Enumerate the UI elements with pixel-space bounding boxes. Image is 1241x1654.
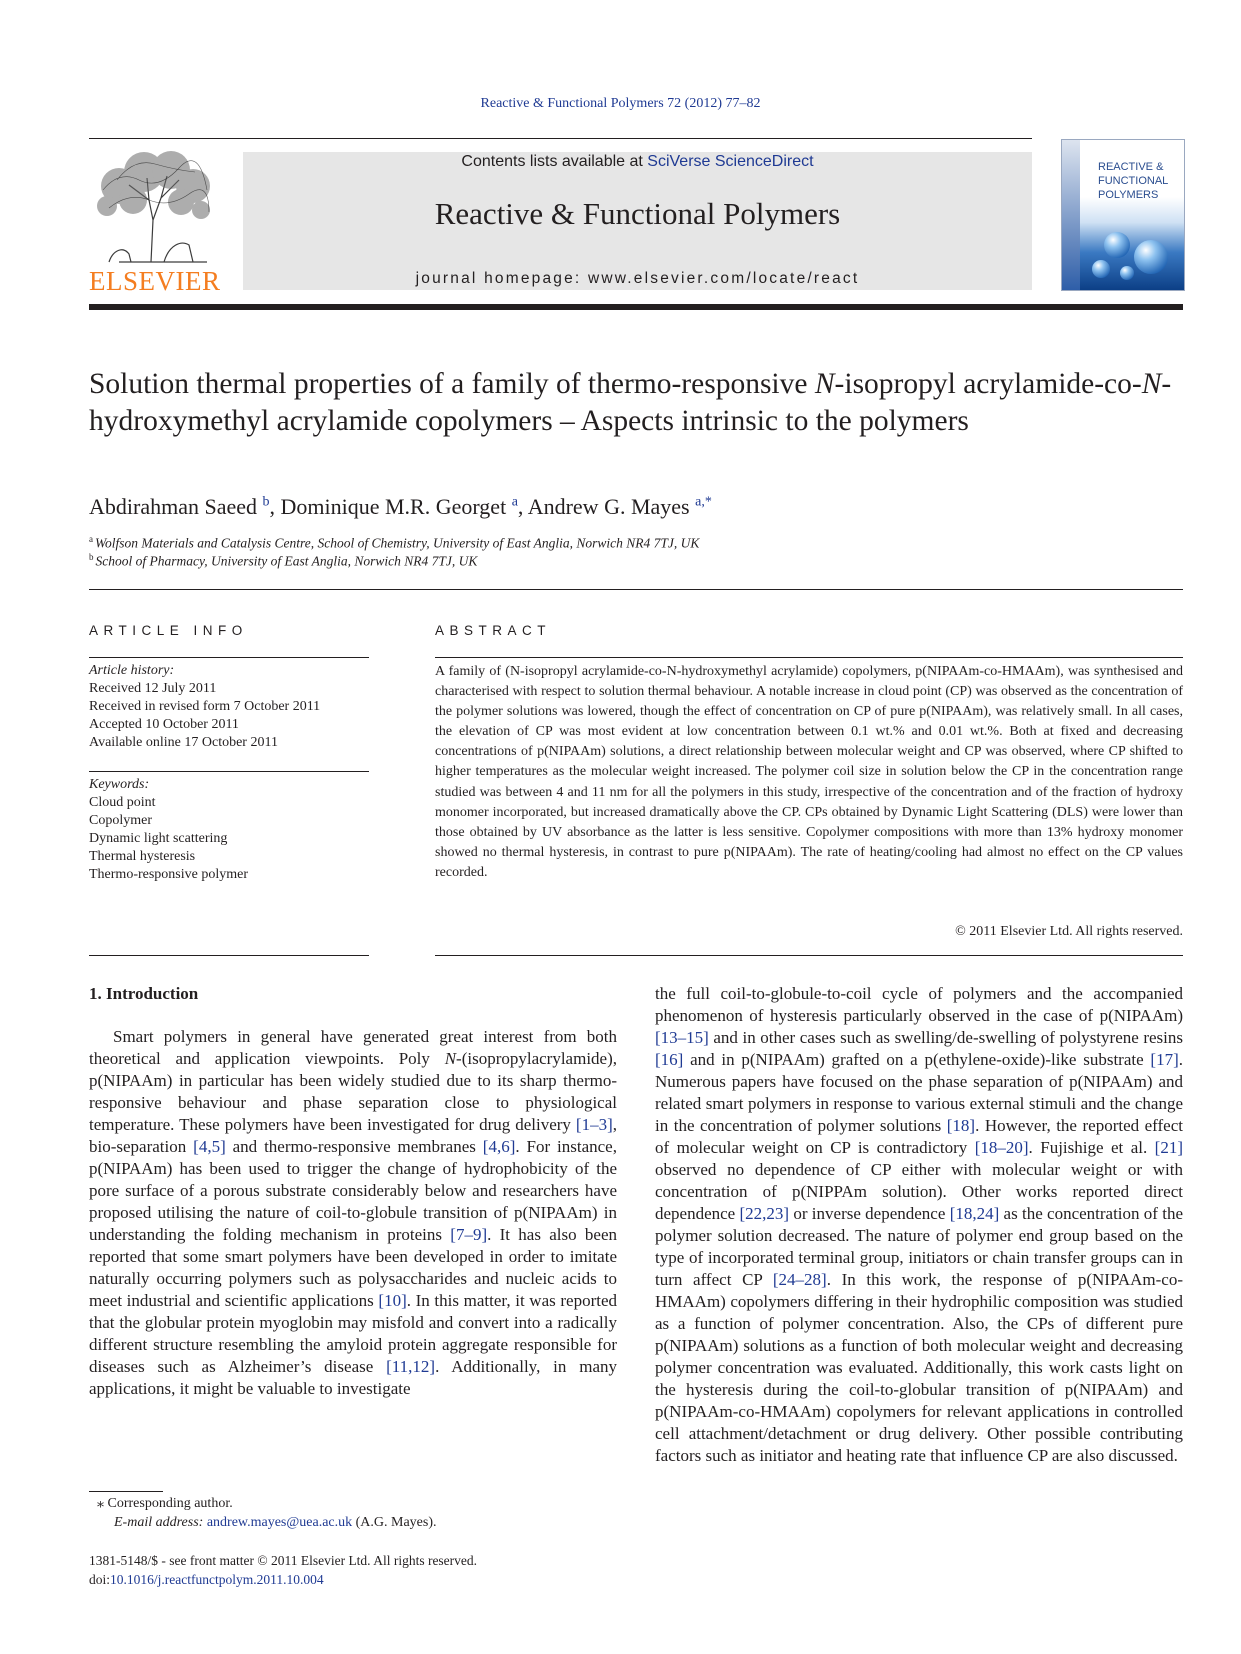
title-part: Solution thermal properties of a family of thermo-responsive bbox=[89, 368, 815, 400]
reference-link[interactable]: [4,5] bbox=[193, 1137, 226, 1156]
body-text: Smart polymers in general have generated great interest from both theoretical and application viewpoints. Poly bbox=[89, 1027, 617, 1068]
article-info-heading: ARTICLE INFO bbox=[89, 623, 248, 638]
info-rule bbox=[89, 771, 369, 772]
abstract-rule bbox=[435, 955, 1183, 956]
cover-bubble bbox=[1092, 260, 1110, 278]
journal-citation-link[interactable]: Reactive & Functional Polymers 72 (2012) 77–82 bbox=[480, 96, 761, 111]
doi-prefix: doi: bbox=[89, 1572, 111, 1587]
intro-column-left bbox=[89, 1026, 617, 1400]
history-item: Available online 17 October 2011 bbox=[89, 735, 278, 750]
history-item: Received in revised form 7 October 2011 bbox=[89, 699, 321, 714]
body-text: . It has also been reported that some smart polymers have been developed in order to imitate naturally occurring polymers such as polysaccharides and nucleic acids to meet industrial and scientific applications bbox=[89, 1225, 617, 1310]
reference-link[interactable]: [24–28] bbox=[772, 1270, 827, 1289]
cover-title-line: POLYMERS bbox=[1098, 189, 1159, 201]
body-text: . Additionally, in many applications, it might be valuable to investigate bbox=[89, 1357, 617, 1398]
affiliation bbox=[89, 552, 477, 570]
title-part: -isopropyl acrylamide-co- bbox=[834, 368, 1142, 400]
article-title bbox=[89, 366, 1183, 439]
author-name: Abdirahman Saeed bbox=[89, 494, 257, 519]
keywords bbox=[89, 776, 369, 884]
author-list bbox=[89, 494, 712, 520]
keyword: Thermal hysteresis bbox=[89, 849, 196, 864]
keyword: Copolymer bbox=[89, 813, 152, 828]
reference-link[interactable]: [11,12] bbox=[386, 1357, 436, 1376]
journal-homepage-link[interactable]: journal homepage: www.elsevier.com/locate/react bbox=[415, 270, 860, 287]
body-text: . Numerous papers have focused on the phase separation of p(NIPAAm) and related smart polymers in response to various external stimuli and the change in the concentration of polymer solutions bbox=[655, 1050, 1183, 1135]
cover-strip bbox=[1062, 140, 1080, 290]
header-thick-rule bbox=[89, 304, 1183, 310]
cover-bubble bbox=[1104, 232, 1130, 258]
keyword: Dynamic light scattering bbox=[89, 831, 228, 846]
body-text: or inverse dependence bbox=[789, 1204, 950, 1223]
cover-title-line: FUNCTIONAL bbox=[1098, 175, 1169, 187]
body-text: . In this matter, it was reported that the globular protein myoglobin may misfold and convert into a radically different structure resembling the amyloid protein aggregate responsible for diseases such as Alzheimer’s disease bbox=[89, 1291, 618, 1376]
body-text: -(isopropylacrylamide), p(NIPAAm) in particular has been widely studied due to its sharp thermo-responsive behaviour and phase separation close to physiological temperature. These polymers have been investigated for drug delivery bbox=[89, 1049, 617, 1134]
body-text: , bio-separation bbox=[89, 1115, 617, 1156]
author-affil-mark[interactable]: b bbox=[262, 494, 270, 510]
journal-name: Reactive & Functional Polymers bbox=[434, 196, 841, 231]
reference-link[interactable]: [10] bbox=[378, 1291, 407, 1310]
author-separator: , bbox=[517, 494, 528, 519]
abstract-copyright: © 2011 Elsevier Ltd. All rights reserved. bbox=[955, 924, 1183, 939]
body-text-italic: N bbox=[444, 1049, 457, 1068]
abstract-heading: ABSTRACT bbox=[435, 623, 552, 638]
article-history bbox=[89, 662, 369, 752]
reference-link[interactable]: [18,24] bbox=[949, 1204, 1000, 1223]
reference-link[interactable]: [18–20] bbox=[974, 1138, 1029, 1157]
body-text: observed no dependence of CP either with molecular weight or with concentration of p(NIPPAm solution). Other works reported direct dependence bbox=[655, 1160, 1183, 1223]
history-item: Accepted 10 October 2011 bbox=[89, 717, 239, 732]
journal-cover-thumbnail bbox=[1061, 139, 1185, 291]
body-text: . For instance, p(NIPAAm) has been used to trigger the change of hydrophobicity of the pore surface of a porous substrate considerably below and researchers have proposed utilising the nature of coil-to-globule transition of p(NIPAAm) in understanding the folding mechanism in proteins bbox=[89, 1137, 617, 1244]
cover-bubble bbox=[1134, 240, 1168, 274]
reference-link[interactable]: [18] bbox=[946, 1116, 976, 1135]
keyword: Cloud point bbox=[89, 795, 156, 810]
footnote-rule bbox=[89, 1491, 163, 1492]
info-rule bbox=[89, 657, 369, 658]
author-name: Dominique M.R. Georget bbox=[280, 494, 507, 519]
body-text: and in other cases such as swelling/de-swelling of polystyrene resins bbox=[708, 1028, 1183, 1047]
keyword: Thermo-responsive polymer bbox=[89, 867, 249, 882]
body-text: . However, the reported effect of molecular weight on CP is contradictory bbox=[655, 1116, 1184, 1157]
contents-prefix: Contents lists available at bbox=[461, 153, 648, 170]
author-affil-mark[interactable]: a bbox=[511, 494, 518, 510]
contents-line bbox=[243, 153, 1032, 171]
abstract-text: A family of (N-isopropyl acrylamide-co-N-hydroxymethyl acrylamide) copolymers, p(NIPAAm-co-HMAAm), was synthesised and characterised with respect to solution thermal behaviour. A notable increase in cloud point (CP) was observed as the concentration of the polymer solutions was lowered, though the effect of concentration on CP of pure p(NIPAAm), was relatively small. In all cases, the elevation of CP was most evident at low concentration between 0.1 wt.% and 0.01 wt.%. Both at fixed and decreasing concentrations of p(NIPAAm) solutions, a direct relationship between molecular weight and CP was observed, where CP shifted to higher temperatures as the molecular weight increased. The polymer coil size in solution below the CP in the concentration range studied was between 4 and 11 nm for all the polymers in this study, irrespective of the concentration and of the fraction of hydroxy monomer incorporated, but increased dramatically above the CP. CPs obtained by Dynamic Light Scattering (DLS) were lower than those obtained by UV absorbance as the latter is less sensitive. Copolymer compositions with more than 13% hydroxy monomer showed no thermal hysteresis, in contrast to pure p(NIPAAm). The rate of heating/cooling had almost no effect on the CP values recorded. bbox=[435, 664, 1183, 880]
body-text: and thermo-responsive membranes bbox=[225, 1137, 483, 1156]
email-note bbox=[114, 1515, 437, 1531]
author-separator: , bbox=[269, 494, 281, 519]
reference-link[interactable]: [17] bbox=[1150, 1050, 1179, 1069]
tree-icon bbox=[89, 150, 219, 265]
doi-line bbox=[89, 1572, 324, 1588]
cover-title bbox=[1098, 160, 1168, 202]
affiliation-text: Wolfson Materials and Catalysis Centre, School of Chemistry, University of East Anglia, Norwich NR4 7TJ, UK bbox=[95, 535, 700, 551]
elsevier-wordmark: ELSEVIER bbox=[89, 266, 221, 296]
reference-link[interactable]: [7–9] bbox=[450, 1225, 488, 1244]
reference-link[interactable]: [13–15] bbox=[655, 1028, 709, 1047]
email-suffix: (A.G. Mayes). bbox=[355, 1515, 437, 1530]
affiliation-mark: b bbox=[89, 552, 94, 562]
info-rule bbox=[89, 955, 369, 956]
reference-link[interactable]: [22,23] bbox=[739, 1204, 790, 1223]
reference-link[interactable]: [4,6] bbox=[482, 1137, 516, 1156]
body-text: and in p(NIPAAm) grafted on a p(ethylene-oxide)-like substrate bbox=[683, 1050, 1151, 1069]
introduction-heading: 1. Introduction bbox=[89, 984, 199, 1003]
email-link[interactable]: andrew.mayes@uea.ac.uk bbox=[206, 1515, 353, 1530]
section-rule bbox=[89, 589, 1183, 590]
cover-title-line: REACTIVE & bbox=[1098, 161, 1164, 173]
doi-link[interactable]: 10.1016/j.reactfunctpolym.2011.10.004 bbox=[110, 1572, 324, 1587]
header-rule bbox=[89, 138, 1032, 139]
title-part: -hydroxymethyl acrylamide copolymers – Aspects intrinsic to the polymers bbox=[89, 368, 1172, 437]
history-item: Received 12 July 2011 bbox=[89, 681, 217, 696]
footnote-mark: ⁎ bbox=[97, 1496, 104, 1511]
body-text: . In this work, the response of p(NIPAAm-co-HMAAm) copolymers differing in their hydrophilic composition was studied as a function of polymer concentration. Also, the CPs of different pure p(NIPAAm) solutions as a function of both molecular weight and decreasing polymer concentration was evaluated. Additionally, this work casts light on the hysteresis during the coil-to-globular transition of p(NIPAAm) and p(NIPAAm-co-HMAAm) copolymers for relevant applications in controlled cell attachment/detachment or drug delivery. Other possible contributing factors such as initiator and heating rate that influence CP are also discussed. bbox=[655, 1270, 1184, 1465]
body-text: the full coil-to-globule-to-coil cycle of polymers and the accompanied phenomenon of hysteresis particularly observed in the case of p(NIPAAm) bbox=[655, 984, 1183, 1025]
keywords-label: Keywords: bbox=[89, 777, 150, 792]
affiliation-mark: a bbox=[89, 534, 93, 544]
affiliation-text: School of Pharmacy, University of East Anglia, Norwich NR4 7TJ, UK bbox=[95, 553, 478, 569]
body-text: as the concentration of the polymer solution decreased. The nature of polymer end group based on the type of incorporated terminal group, initiators or chain transfer groups can in turn affect CP bbox=[655, 1204, 1184, 1289]
history-label: Article history: bbox=[89, 663, 175, 678]
abstract-rule bbox=[435, 657, 1183, 658]
front-matter-line: 1381-5148/$ - see front matter © 2011 Elsevier Ltd. All rights reserved. bbox=[89, 1553, 478, 1568]
corresponding-author-note bbox=[97, 1495, 233, 1512]
author-name: Andrew G. Mayes bbox=[527, 494, 690, 519]
email-label: E-mail address: bbox=[114, 1515, 204, 1530]
reference-link[interactable]: [16] bbox=[655, 1050, 684, 1069]
cover-bubble bbox=[1120, 266, 1134, 280]
intro-column-right bbox=[655, 983, 1183, 1467]
title-italic: N bbox=[1141, 368, 1162, 400]
footnote-text: Corresponding author. bbox=[107, 1496, 233, 1511]
title-italic: N bbox=[814, 368, 835, 400]
author-affil-mark[interactable]: a,* bbox=[695, 494, 712, 510]
reference-link[interactable]: [1–3] bbox=[575, 1115, 613, 1134]
reference-link[interactable]: [21] bbox=[1154, 1138, 1183, 1157]
body-text: . Fujishige et al. bbox=[1028, 1138, 1155, 1157]
sciencedirect-link[interactable]: SciVerse ScienceDirect bbox=[647, 153, 814, 170]
affiliation bbox=[89, 534, 699, 552]
